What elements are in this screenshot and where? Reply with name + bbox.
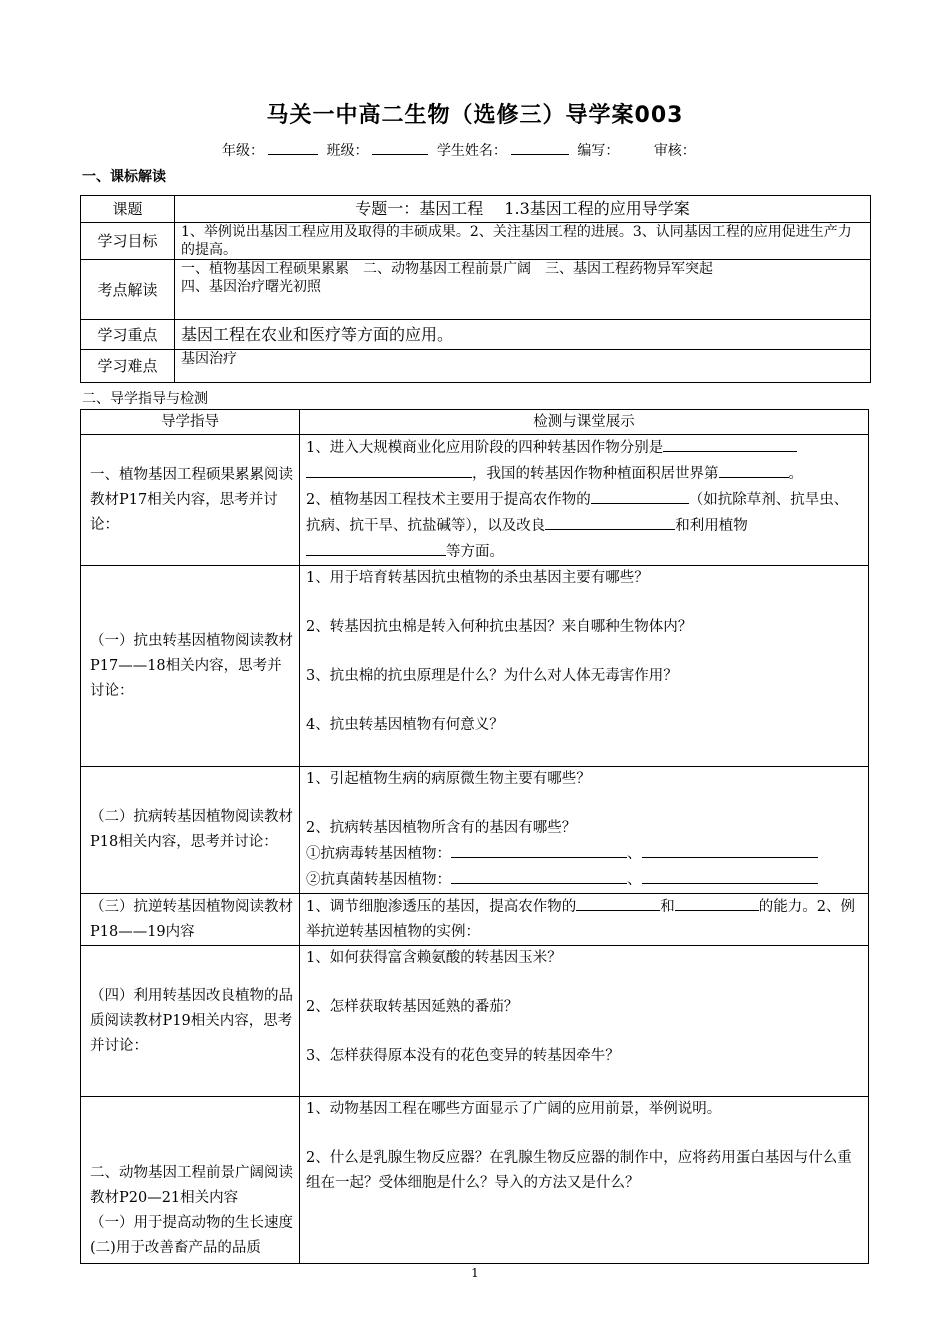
points-label: 考点解读 xyxy=(81,260,175,320)
answer-blank[interactable] xyxy=(306,539,446,556)
table-row xyxy=(81,767,869,894)
col-header-check: 检测与课堂展示 xyxy=(300,410,869,435)
col-header-guide: 导学指导 xyxy=(81,410,300,435)
row-check-stress: 1、调节细胞渗透压的基因，提高农作物的 和 的能力。2、例举抗逆转基因植物的实例： xyxy=(300,894,869,946)
row-check-insect: 1、用于培育转基因抗虫植物的杀虫基因主要有哪些？ 2、转基因抗虫棉是转入何种抗虫基因？来自哪种生物体内？ 3、抗虫棉的抗虫原理是什么？为什么对人体无毒害作用？ 4、抗虫转基因植物有何意义？ xyxy=(300,566,869,767)
row-check-animal: 1、动物基因工程在哪些方面显示了广阔的应用前景，举例说明。 2、什么是乳腺生物反应器？在乳腺生物反应器的制作中，应将药用蛋白基因与什么重组在一起？受体细胞是什么？导入的方法又是什么？ xyxy=(300,1097,869,1264)
review-label: 审核： xyxy=(653,143,696,159)
row-guide-plant: 一、植物基因工程硕果累累阅读教材P17相关内容，思考并讨论： xyxy=(81,435,300,566)
section-heading-guidance: 二、导学指导与检测 xyxy=(82,391,208,407)
answer-blank[interactable] xyxy=(591,487,689,504)
answer-blank[interactable] xyxy=(642,841,818,858)
topic-value: 专题一：基因工程 1.3基因工程的应用导学案 xyxy=(175,196,871,223)
table-row xyxy=(81,946,869,1097)
row-guide-disease: （二）抗病转基因植物阅读教材P18相关内容，思考并讨论： xyxy=(81,767,300,894)
name-blank[interactable] xyxy=(511,140,569,155)
answer-blank[interactable] xyxy=(719,461,789,478)
row-check-disease: 1、引起植物生病的病原微生物主要有哪些？ 2、抗病转基因植物所含有的基因有哪些？ ①抗病毒转基因植物： 、 ②抗真菌转基因植物： 、 xyxy=(300,767,869,894)
points-line-2: 四、基因治疗曙光初照 xyxy=(181,279,321,295)
answer-blank[interactable] xyxy=(675,894,759,911)
class-label: 班级： xyxy=(326,143,369,159)
grade-label: 年级： xyxy=(222,143,264,159)
goals-label: 学习目标 xyxy=(81,223,175,260)
page-title: 马关一中高二生物（选修三）导学案003 xyxy=(266,103,684,128)
focus-label: 学习重点 xyxy=(81,320,175,350)
editor-label: 编写： xyxy=(577,143,620,159)
guidance-table xyxy=(80,409,869,1264)
difficulty-label: 学习难点 xyxy=(81,350,175,383)
class-blank[interactable] xyxy=(372,140,428,155)
table-row xyxy=(81,435,869,566)
goals-value: 1、举例说出基因工程应用及取得的丰硕成果。2、关注基因工程的进展。3、认同基因工程的应用促进生产力的提高。 xyxy=(175,223,871,260)
name-label: 学生姓名： xyxy=(436,143,507,159)
table-row xyxy=(81,566,869,767)
answer-blank[interactable] xyxy=(576,894,660,911)
page-number: 1 xyxy=(471,1266,479,1280)
row-guide-insect: （一）抗虫转基因植物阅读教材P17——18相关内容，思考并讨论： xyxy=(81,566,300,767)
topic-label: 课题 xyxy=(81,196,175,223)
section-heading-standards: 一、课标解读 xyxy=(82,169,166,185)
row-guide-stress: （三）抗逆转基因植物阅读教材P18——19内容 xyxy=(81,894,300,946)
row-check-plant: 1、进入大规模商业化应用阶段的四种转基因作物分别是 ，我国的转基因作物种植面积居世界第 。 2、植物基因工程技术主要用于提高农作物的 （如抗除草剂、抗旱虫、抗病、抗干旱、抗盐碱等），以及改良 和利用植物 等方面。 xyxy=(300,435,869,566)
answer-blank[interactable] xyxy=(663,435,797,452)
focus-value: 基因工程在农业和医疗等方面的应用。 xyxy=(175,320,871,350)
answer-blank[interactable] xyxy=(451,867,627,884)
student-info-line xyxy=(222,140,700,160)
difficulty-value: 基因治疗 xyxy=(175,350,871,383)
table-row xyxy=(81,1097,869,1264)
row-guide-animal: 二、动物基因工程前景广阔阅读教材P20—21相关内容 （一）用于提高动物的生长速度 (二)用于改善畜产品的品质 xyxy=(81,1097,300,1264)
row-guide-quality: （四）利用转基因改良植物的品质阅读教材P19相关内容，思考并讨论： xyxy=(81,946,300,1097)
answer-blank[interactable] xyxy=(451,841,627,858)
row-check-quality: 1、如何获得富含赖氨酸的转基因玉米？ 2、怎样获取转基因延熟的番茄？ 3、怎样获得原本没有的花色变异的转基因牵牛？ xyxy=(300,946,869,1097)
answer-blank[interactable] xyxy=(545,513,675,530)
points-line-1: 一、植物基因工程硕果累累 二、动物基因工程前景广阔 三、基因工程药物异军突起 xyxy=(181,261,713,277)
answer-blank[interactable] xyxy=(306,461,472,478)
table-row xyxy=(81,894,869,946)
points-value xyxy=(175,260,871,320)
standards-table xyxy=(80,195,871,383)
grade-blank[interactable] xyxy=(268,140,318,155)
answer-blank[interactable] xyxy=(642,867,818,884)
